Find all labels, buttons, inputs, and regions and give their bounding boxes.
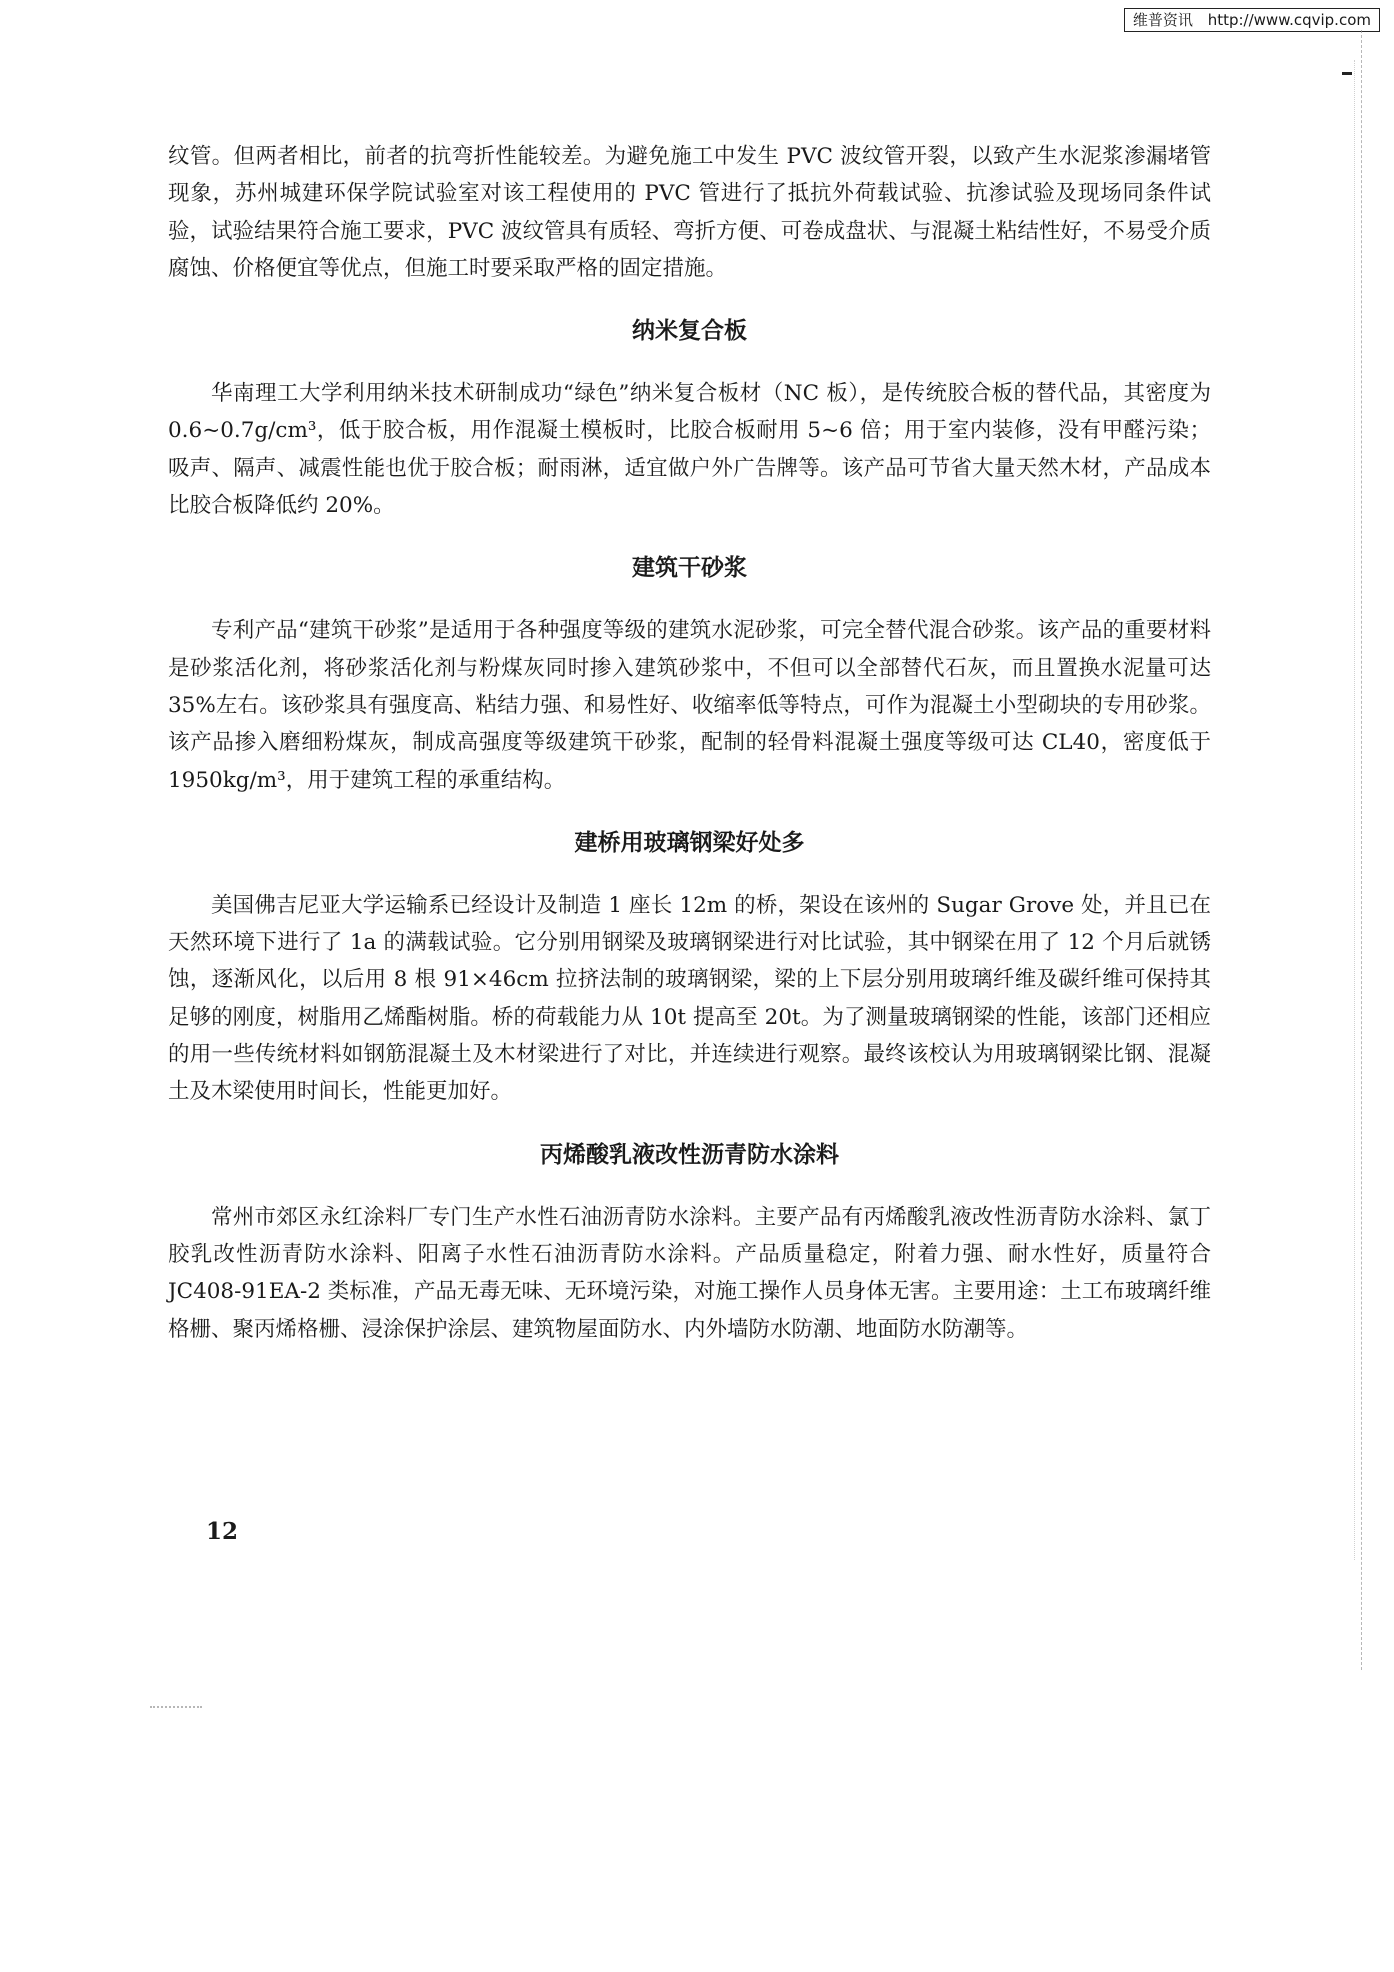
section-title-acrylic-coating: 丙烯酸乳液改性沥青防水涂料 bbox=[540, 1141, 839, 1168]
section-paragraph-frp-beam: 美国佛吉尼亚大学运输系已经设计及制造 1 座长 12m 的桥，架设在该州的 Sugar Grove 处，并且已在天然环境下进行了 1a 的满载试验。它分别用钢梁及玻璃钢梁进行对比试验，其中钢梁在用了 12 个月后就锈蚀，逐渐风化，以后用 8 根 91×46cm 拉挤法制的玻璃钢梁，梁的上下层分别用玻璃纤维及碳纤维可保持其足够的刚度，树脂用乙烯酯树脂。桥的荷载能力从 10t 提高至 20t。为了测量玻璃钢梁的性能，该部门还相应的用一些传统材料如钢筋混凝土及木材梁进行了对比，并连续进行观察。最终该校认为用玻璃钢梁比钢、混凝土及木梁使用时间长，性能更加好。 bbox=[168, 892, 1211, 1105]
page-number: 12 bbox=[206, 1518, 239, 1545]
scan-artifact bbox=[150, 1706, 202, 1710]
watermark-url[interactable]: http://www.cqvip.com bbox=[1207, 11, 1371, 29]
section-title-nano-board: 纳米复合板 bbox=[632, 318, 747, 345]
watermark-box bbox=[1124, 8, 1380, 32]
article-body bbox=[168, 138, 1211, 1348]
scan-edge-line-inner bbox=[1354, 60, 1356, 1560]
section-title-frp-beam: 建桥用玻璃钢梁好处多 bbox=[574, 829, 805, 856]
scan-edge-mark bbox=[1342, 72, 1352, 75]
section-paragraph-acrylic-coating: 常州市郊区永红涂料厂专门生产水性石油沥青防水涂料。主要产品有丙烯酸乳液改性沥青防水涂料、氯丁胶乳改性沥青防水涂料、阳离子水性石油沥青防水涂料。产品质量稳定，附着力强、耐水性好，质量符合 JC408-91EA-2 类标准，产品无毒无味、无环境污染，对施工操作人员身体无害。主要用途：土工布玻璃纤维格栅、聚丙烯格栅、浸涂保护涂层、建筑物屋面防水、内外墙防水防潮、地面防水防潮等。 bbox=[168, 1204, 1211, 1342]
scan-edge-line bbox=[1361, 30, 1364, 1670]
continued-paragraph: 纹管。但两者相比，前者的抗弯折性能较差。为避免施工中发生 PVC 波纹管开裂，以致产生水泥浆渗漏堵管现象，苏州城建环保学院试验室对该工程使用的 PVC 管进行了抵抗外荷载试验、抗渗试验及现场同条件试验，试验结果符合施工要求，PVC 波纹管具有质轻、弯折方便、可卷成盘状、与混凝土粘结性好，不易受介质腐蚀、价格便宜等优点，但施工时要采取严格的固定措施。 bbox=[168, 144, 1211, 281]
section-title-dry-mortar: 建筑干砂浆 bbox=[632, 555, 747, 582]
watermark-brand: 维普资讯 bbox=[1132, 11, 1193, 29]
section-paragraph-dry-mortar: 专利产品“建筑干砂浆”是适用于各种强度等级的建筑水泥砂浆，可完全替代混合砂浆。该产品的重要材料是砂浆活化剂，将砂浆活化剂与粉煤灰同时掺入建筑砂浆中，不但可以全部替代石灰，而且置换水泥量可达 35%左右。该砂浆具有强度高、粘结力强、和易性好、收缩率低等特点，可作为混凝土小型砌块的专用砂浆。该产品掺入磨细粉煤灰，制成高强度等级建筑干砂浆，配制的轻骨料混凝土强度等级可达 CL40，密度低于 1950kg/m³，用于建筑工程的承重结构。 bbox=[168, 618, 1211, 793]
section-paragraph-nano-board: 华南理工大学利用纳米技术研制成功“绿色”纳米复合板材（NC 板），是传统胶合板的替代品，其密度为 0.6~0.7g/cm³，低于胶合板，用作混凝土模板时，比胶合板耐用 5~6 倍；用于室内装修，没有甲醛污染；吸声、隔声、减震性能也优于胶合板；耐雨淋，适宜做户外广告牌等。该产品可节省大量天然木材，产品成本比胶合板降低约 20%。 bbox=[168, 381, 1211, 519]
